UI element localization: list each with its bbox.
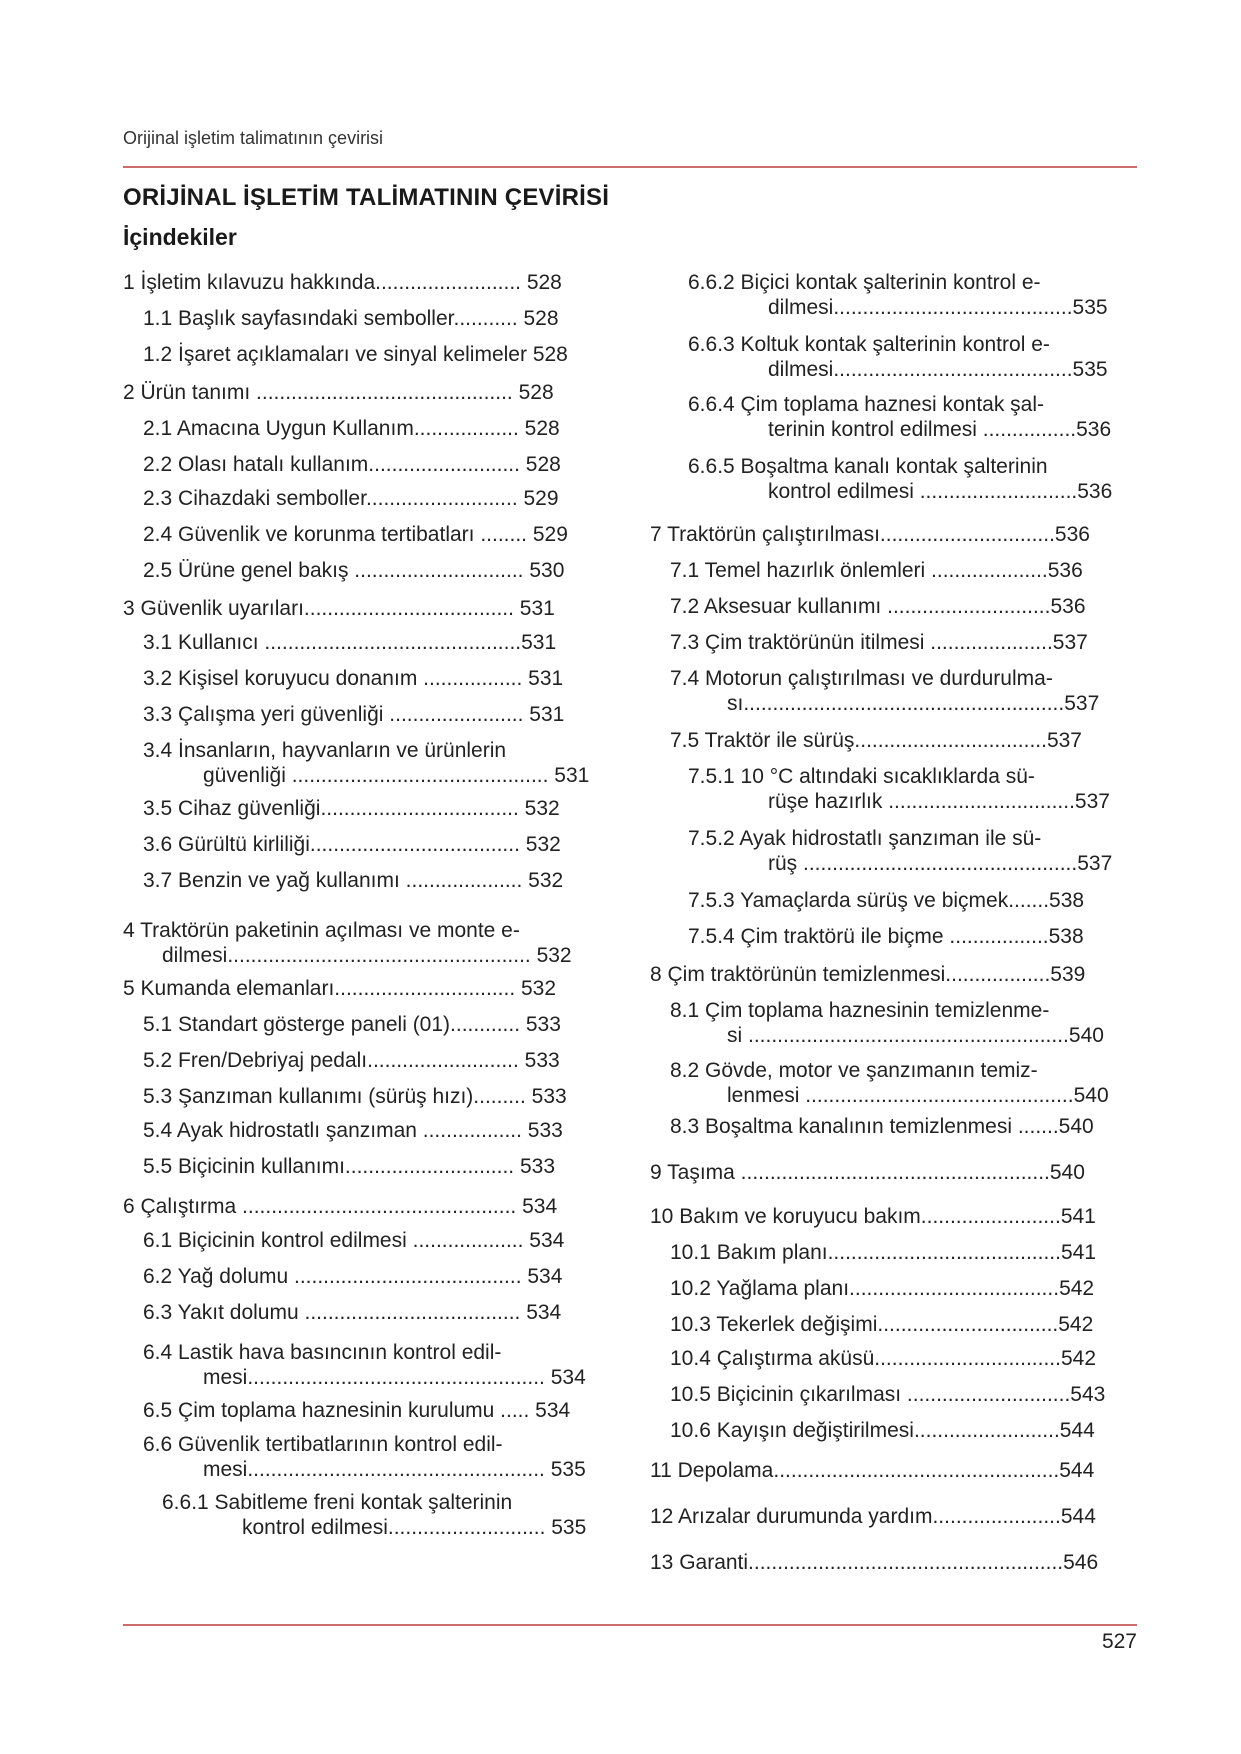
toc-entry-continuation[interactable]: rüşe hazırlık ................................537 [768, 790, 1110, 813]
toc-heading: İçindekiler [123, 224, 237, 250]
toc-entry[interactable]: 6.6.3 Koltuk kontak şalterinin kontrol e- [688, 333, 1050, 356]
toc-entry-continuation[interactable]: si .......................................................540 [727, 1024, 1104, 1047]
toc-entry[interactable]: 10.2 Yağlama planı....................................542 [670, 1277, 1095, 1300]
toc-entry[interactable]: 5.3 Şanzıman kullanımı (sürüş hızı)......... 533 [143, 1085, 567, 1108]
toc-entry[interactable]: 6.1 Biçicinin kontrol edilmesi ................... 534 [143, 1229, 565, 1252]
toc-entry-continuation[interactable]: sı.......................................................537 [727, 692, 1100, 715]
toc-entry[interactable]: 2.2 Olası hatalı kullanım.......................... 528 [143, 453, 561, 476]
toc-entry[interactable]: 5.2 Fren/Debriyaj pedalı.......................... 533 [143, 1049, 560, 1072]
toc-entry[interactable]: 6.6.4 Çim toplama haznesi kontak şal- [688, 393, 1045, 416]
toc-entry[interactable]: 6.6.5 Boşaltma kanalı kontak şalterinin [688, 455, 1048, 478]
toc-entry[interactable]: 10.4 Çalıştırma aküsü................................542 [670, 1347, 1096, 1370]
toc-entry[interactable]: 9 Taşıma .....................................................540 [650, 1161, 1085, 1184]
toc-entry[interactable]: 5 Kumanda elemanları............................... 532 [123, 977, 557, 1000]
toc-entry-continuation[interactable]: güvenliği ............................................ 531 [203, 764, 590, 787]
toc-entry[interactable]: 10.6 Kayışın değiştirilmesi.........................544 [670, 1419, 1095, 1442]
toc-entry[interactable]: 1.1 Başlık sayfasındaki semboller........... 528 [143, 307, 559, 330]
toc-entry-continuation[interactable]: kontrol edilmesi........................... 535 [242, 1516, 587, 1539]
toc-entry[interactable]: 6.6.2 Biçici kontak şalterinin kontrol e- [688, 271, 1041, 294]
toc-entry[interactable]: 10.1 Bakım planı........................................541 [670, 1241, 1097, 1264]
toc-entry[interactable]: 6.5 Çim toplama haznesinin kurulumu ..... 534 [143, 1399, 571, 1422]
page-number: 527 [1101, 1630, 1137, 1653]
toc-entry[interactable]: 6.3 Yakıt dolumu ..................................... 534 [143, 1301, 562, 1324]
toc-entry[interactable]: 4 Traktörün paketinin açılması ve monte e- [123, 919, 520, 942]
toc-entry[interactable]: 10.5 Biçicinin çıkarılması ............................543 [670, 1383, 1106, 1406]
toc-entry-continuation[interactable]: mesi................................................... 535 [203, 1458, 586, 1481]
footer-rule [123, 1624, 1137, 1626]
toc-entry[interactable]: 3.1 Kullanıcı ............................................531 [143, 631, 557, 654]
toc-entry-continuation[interactable]: mesi................................................... 534 [203, 1366, 586, 1389]
toc-entry[interactable]: 2 Ürün tanımı ............................................ 528 [123, 381, 554, 404]
toc-entry[interactable]: 7.1 Temel hazırlık önlemleri ....................536 [670, 559, 1083, 582]
toc-entry[interactable]: 3.6 Gürültü kirliliği.................................... 532 [143, 833, 561, 856]
header-rule [123, 166, 1137, 168]
toc-entry[interactable]: 7 Traktörün çalıştırılması..............................536 [650, 523, 1090, 546]
running-header: Orijinal işletim talimatının çevirisi [123, 128, 384, 148]
page-title: ORİJİNAL İŞLETİM TALİMATININ ÇEVİRİSİ [123, 184, 610, 211]
toc-entry[interactable]: 6.6.1 Sabitleme freni kontak şalterinin [162, 1491, 513, 1514]
toc-entry[interactable]: 5.4 Ayak hidrostatlı şanzıman ................. 533 [143, 1119, 563, 1142]
toc-entry[interactable]: 7.5 Traktör ile sürüş.................................537 [670, 729, 1082, 752]
toc-entry[interactable]: 7.5.4 Çim traktörü ile biçme .................538 [688, 925, 1084, 948]
toc-entry[interactable]: 7.5.2 Ayak hidrostatlı şanzıman ile sü- [688, 827, 1042, 850]
toc-entry[interactable]: 8.3 Boşaltma kanalının temizlenmesi .......540 [670, 1115, 1094, 1138]
toc-entry[interactable]: 6.6 Güvenlik tertibatlarının kontrol edil- [143, 1433, 503, 1456]
toc-entry[interactable]: 13 Garanti......................................................546 [650, 1551, 1099, 1574]
toc-entry[interactable]: 6 Çalıştırma ............................................... 534 [123, 1195, 558, 1218]
toc-entry[interactable]: 1 İşletim kılavuzu hakkında......................... 528 [123, 271, 562, 294]
toc-entry[interactable]: 2.3 Cihazdaki semboller.......................... 529 [143, 487, 559, 510]
toc-entry[interactable]: 8.2 Gövde, motor ve şanzımanın temiz- [670, 1059, 1038, 1082]
toc-entry[interactable]: 3.2 Kişisel koruyucu donanım ................. 531 [143, 667, 564, 690]
toc-entry[interactable]: 7.2 Aksesuar kullanımı ............................536 [670, 595, 1086, 618]
toc-entry[interactable]: 3.7 Benzin ve yağ kullanımı .................... 532 [143, 869, 564, 892]
toc-entry[interactable]: 8 Çim traktörünün temizlenmesi..................539 [650, 963, 1086, 986]
toc-entry[interactable]: 2.4 Güvenlik ve korunma tertibatları ........ 529 [143, 523, 568, 546]
toc-entry[interactable]: 3.4 İnsanların, hayvanların ve ürünlerin [143, 739, 507, 762]
toc-entry[interactable]: 2.1 Amacına Uygun Kullanım.................. 528 [143, 417, 560, 440]
toc-entry[interactable]: 7.3 Çim traktörünün itilmesi .....................537 [670, 631, 1088, 654]
toc-entry[interactable]: 2.5 Ürüne genel bakış ............................. 530 [143, 559, 565, 582]
toc-entry[interactable]: 10.3 Tekerlek değişimi...............................542 [670, 1313, 1094, 1336]
toc-entry[interactable]: 5.1 Standart gösterge paneli (01)............ 533 [143, 1013, 561, 1036]
toc-entry[interactable]: 3.3 Çalışma yeri güvenliği ....................... 531 [143, 703, 565, 726]
toc-entry-continuation[interactable]: dilmesi.................................................... 532 [162, 944, 572, 967]
toc-entry-continuation[interactable]: dilmesi.........................................535 [768, 358, 1108, 381]
toc-entry[interactable]: 1.2 İşaret açıklamaları ve sinyal kelimeler 528 [143, 343, 568, 366]
toc-entry[interactable]: 10 Bakım ve koruyucu bakım........................541 [650, 1205, 1096, 1228]
toc-entry[interactable]: 5.5 Biçicinin kullanımı............................. 533 [143, 1155, 555, 1178]
toc-entry-continuation[interactable]: rüş ...............................................537 [768, 852, 1113, 875]
toc-entry[interactable]: 8.1 Çim toplama haznesinin temizlenme- [670, 999, 1050, 1022]
toc-entry[interactable]: 3.5 Cihaz güvenliği.................................. 532 [143, 797, 560, 820]
toc-entry-continuation[interactable]: kontrol edilmesi ...........................536 [768, 480, 1113, 503]
toc-entry[interactable]: 12 Arızalar durumunda yardım......................544 [650, 1505, 1096, 1528]
toc-entry[interactable]: 3 Güvenlik uyarıları.................................... 531 [123, 597, 555, 620]
toc-entry[interactable]: 7.4 Motorun çalıştırılması ve durdurulma- [670, 667, 1053, 690]
toc-entry[interactable]: 7.5.1 10 °C altındaki sıcaklıklarda sü- [688, 765, 1035, 788]
toc-entry[interactable]: 11 Depolama.................................................544 [650, 1459, 1095, 1482]
toc-entry[interactable]: 6.4 Lastik hava basıncının kontrol edil- [143, 1341, 502, 1364]
toc-entry-continuation[interactable]: terinin kontrol edilmesi ................536 [768, 418, 1112, 441]
toc-entry[interactable]: 7.5.3 Yamaçlarda sürüş ve biçmek.......538 [688, 889, 1085, 912]
toc-entry-continuation[interactable]: dilmesi.........................................535 [768, 296, 1108, 319]
toc-entry[interactable]: 6.2 Yağ dolumu ....................................... 534 [143, 1265, 563, 1288]
toc-entry-continuation[interactable]: lenmesi ..............................................540 [727, 1084, 1109, 1107]
